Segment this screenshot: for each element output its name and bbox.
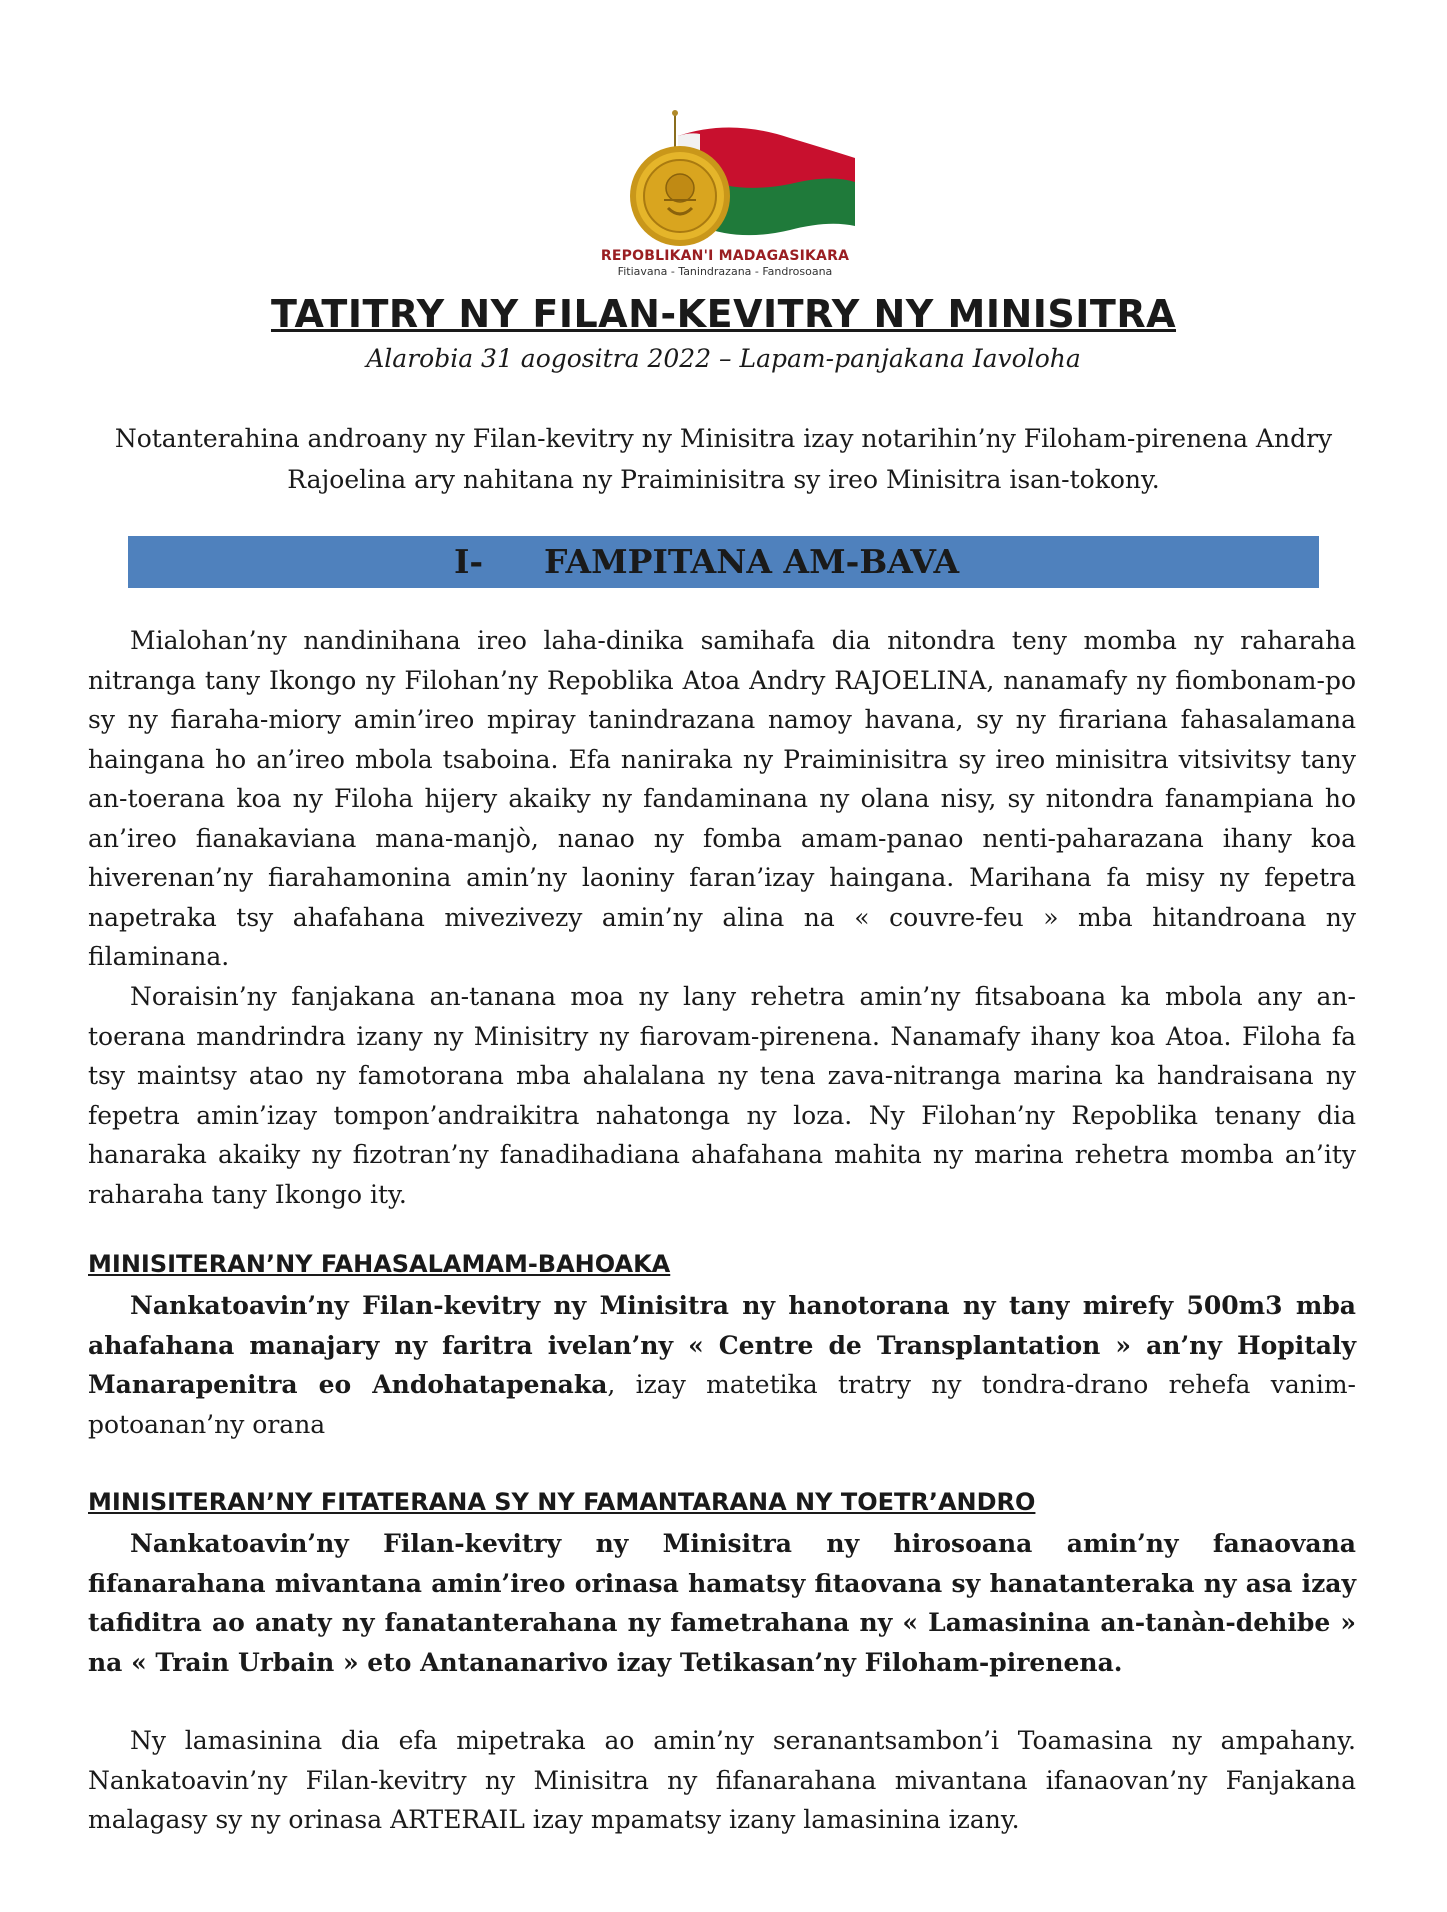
section-title: FAMPITANA AM-BAVA bbox=[544, 542, 960, 581]
ministry-transport-paragraph-2: Ny lamasinina dia efa mipetraka ao amin’ny seranantsambon’i Toamasina ny ampahany. Nankatoavin’ny Filan-kevitry ny Minisitra ny fifanarahana mivantana ifanaovan’ny Fanjakana malagasy sy ny orinasa ARTERAIL izay mpamatsy izany lamasinina izany. bbox=[88, 1726, 1356, 1834]
republic-logo bbox=[590, 108, 860, 286]
seal-flag-icon bbox=[590, 108, 860, 248]
ministry-health-heading: MINISITERAN’NY FAHASALAMAM-BAHOAKA bbox=[88, 1250, 671, 1278]
section-banner bbox=[128, 536, 1319, 588]
section-paragraph: Mialohan’ny nandinihana ireo laha-dinika samihafa dia nitondra teny momba ny raharaha nitranga tany Ikongo ny Filohan’ny Repoblika Atoa Andry RAJOELINA, nanamafy ny fiombonam-po sy ny fiaraha-miory amin’ireo mpiray tanindrazana namoy havana, sy ny firariana fahasalamana haingana ho an’ireo mbola tsaboina. Efa naniraka ny Praiminisitra sy ireo minisitra vitsivitsy tany an-toerana koa ny Filoha hijery akaiky ny fandaminana ny olana nisy, sy nitondra fanampiana ho an’ireo fianakaviana mana-manjò, nanao ny fomba amam-panao nenti-paharazana ihany koa hiverenan’ny fiarahamonina amin’ny laoniny faran’izay haingana. Marihana fa misy ny fepetra napetraka tsy ahafahana mivezivezy amin’ny alina na « couvre-feu » mba hitandroana ny filaminana. bbox=[88, 626, 1356, 971]
ministry-transport-heading: MINISITERAN’NY FITATERANA SY NY FAMANTARANA NY TOETR’ANDRO bbox=[88, 1488, 1036, 1516]
page-subtitle: Alarobia 31 aogositra 2022 – Lapam-panjakana Iavoloha bbox=[366, 344, 1081, 373]
logo-motto: Fitiavana - Tanindrazana - Fandrosoana bbox=[617, 265, 833, 278]
ministry-health-bold: Nankatoavin’ny Filan-kevitry ny Minisitra ny hanotorana ny tany mirefy 500m3 mba ahafahana manajary ny faritra ivelan’ny « Centre de Transplantation » an’ny Hopitaly Manarapenitra eo Andohatapenaka bbox=[88, 1291, 1356, 1399]
logo-title: REPOBLIKAN'I MADAGASIKARA bbox=[600, 248, 850, 264]
ministry-health-paragraph bbox=[88, 1286, 1356, 1444]
ministry-transport-paragraph: Nankatoavin’ny Filan-kevitry ny Minisitra ny hirosoana amin’ny fanaovana fifanarahana mivantana amin’ireo orinasa hamatsy fitaovana sy hanatanteraka ny asa izay tafiditra ao anaty ny fanatanterahana ny fametrahana ny « Lamasinina an-tanàn-dehibe » na « Train Urbain » eto Antananarivo izay Tetikasan’ny Filoham-pirenena. bbox=[88, 1529, 1356, 1677]
section-number: I- bbox=[454, 542, 484, 581]
section-paragraph: Noraisin’ny fanjakana an-tanana moa ny lany rehetra amin’ny fitsaboana ka mbola any an-toerana mandrindra izany ny Minisitry ny fiarovam-pirenena. Nanamafy ihany koa Atoa. Filoha fa tsy maintsy atao ny famotorana mba ahalalana ny tena zava-nitranga marina ka handraisana ny fepetra amin’izay tompon’andraikitra nahatonga ny loza. Ny Filohan’ny Repoblika tenany dia hanaraka akaiky ny fizotran’ny fanadihadiana ahafahana mahita ny marina rehetra momba an’ity raharaha tany Ikongo ity. bbox=[88, 982, 1356, 1209]
ministry-health-text: , izay matetika tratry ny tondra-drano rehefa vanim-potoanan’ny orana bbox=[88, 1370, 1356, 1439]
page-title: TATITRY NY FILAN-KEVITRY NY MINISITRA bbox=[270, 292, 1177, 336]
intro-paragraph: Notanterahina androany ny Filan-kevitry ny Minisitra izay notarihin’ny Filoham-pirenena Andry Rajoelina ary nahitana ny Praiminisitra sy ireo Minisitra isan-tokony. bbox=[114, 424, 1333, 494]
